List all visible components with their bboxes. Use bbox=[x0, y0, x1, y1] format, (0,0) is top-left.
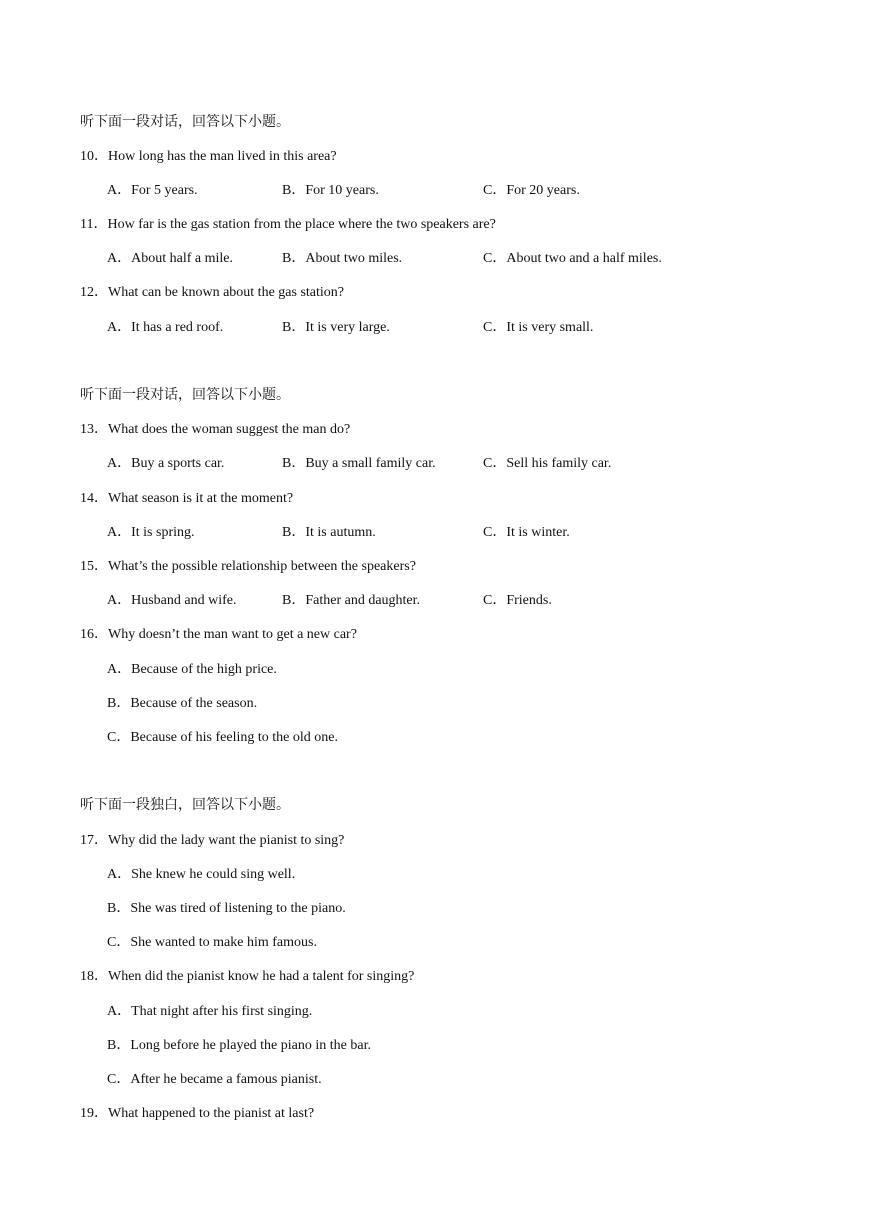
question-11 bbox=[80, 216, 496, 234]
question-text: How long has the man lived in this area? bbox=[108, 149, 337, 164]
option-b: B．It is autumn. bbox=[282, 525, 376, 540]
option-b: B．About two miles. bbox=[282, 251, 403, 266]
option-c: C．She wanted to make him famous. bbox=[107, 935, 317, 950]
option-a: A．Because of the high price. bbox=[107, 662, 277, 677]
question-13 bbox=[80, 421, 350, 439]
question-18 bbox=[80, 968, 414, 986]
question-number: 12． bbox=[80, 285, 108, 300]
question-19 bbox=[80, 1105, 314, 1123]
option-b: B．For 10 years. bbox=[282, 183, 379, 198]
option-c: C．Friends. bbox=[483, 593, 552, 608]
option-c: C．After he became a famous pianist. bbox=[107, 1072, 322, 1087]
question-12 bbox=[80, 284, 344, 302]
option-c: C．It is winter. bbox=[483, 525, 570, 540]
option-a: A．Husband and wife. bbox=[107, 593, 237, 608]
option-b: B．Buy a small family car. bbox=[282, 456, 436, 471]
option-a: A．About half a mile. bbox=[107, 251, 233, 266]
option-b: B．Because of the season. bbox=[107, 696, 258, 711]
option-a: A．Buy a sports car. bbox=[107, 456, 225, 471]
option-c: C．About two and a half miles. bbox=[483, 251, 662, 266]
question-17 bbox=[80, 832, 344, 850]
question-10 bbox=[80, 148, 337, 166]
question-text: What can be known about the gas station? bbox=[108, 285, 344, 300]
option-a: A．That night after his first singing. bbox=[107, 1004, 313, 1019]
question-number: 15． bbox=[80, 559, 108, 574]
option-b: B．Long before he played the piano in the bar. bbox=[107, 1038, 371, 1053]
question-number: 17． bbox=[80, 833, 108, 848]
question-number: 14． bbox=[80, 491, 108, 506]
option-a: A．It is spring. bbox=[107, 525, 195, 540]
option-c: C．Sell his family car. bbox=[483, 456, 612, 471]
question-14 bbox=[80, 490, 293, 508]
question-number: 18． bbox=[80, 969, 108, 984]
section-header: 听下面一段独白，回答以下小题。 bbox=[80, 798, 290, 813]
option-c: C．For 20 years. bbox=[483, 183, 580, 198]
question-15 bbox=[80, 558, 416, 576]
question-number: 19． bbox=[80, 1106, 108, 1121]
question-text: When did the pianist know he had a talent for singing? bbox=[108, 969, 415, 984]
question-text: How far is the gas station from the place where the two speakers are? bbox=[107, 217, 496, 232]
question-text: Why doesn’t the man want to get a new car? bbox=[108, 627, 357, 642]
question-text: What season is it at the moment? bbox=[108, 491, 294, 506]
section-header: 听下面一段对话，回答以下小题。 bbox=[80, 115, 290, 130]
question-text: What’s the possible relationship between the speakers? bbox=[108, 559, 416, 574]
question-text: Why did the lady want the pianist to sing? bbox=[108, 833, 345, 848]
option-a: A．It has a red roof. bbox=[107, 320, 224, 335]
option-b: B．Father and daughter. bbox=[282, 593, 421, 608]
section-header: 听下面一段对话，回答以下小题。 bbox=[80, 388, 290, 403]
option-b: B．She was tired of listening to the piano. bbox=[107, 901, 346, 916]
question-text: What happened to the pianist at last? bbox=[108, 1106, 315, 1121]
question-number: 16． bbox=[80, 627, 108, 642]
option-c: C．It is very small. bbox=[483, 320, 594, 335]
question-number: 11． bbox=[80, 217, 108, 232]
question-16 bbox=[80, 626, 357, 644]
option-b: B．It is very large. bbox=[282, 320, 390, 335]
question-number: 13． bbox=[80, 422, 108, 437]
option-c: C．Because of his feeling to the old one. bbox=[107, 730, 338, 745]
question-number: 10． bbox=[80, 149, 108, 164]
option-a: A．For 5 years. bbox=[107, 183, 198, 198]
option-a: A．She knew he could sing well. bbox=[107, 867, 296, 882]
question-text: What does the woman suggest the man do? bbox=[108, 422, 351, 437]
